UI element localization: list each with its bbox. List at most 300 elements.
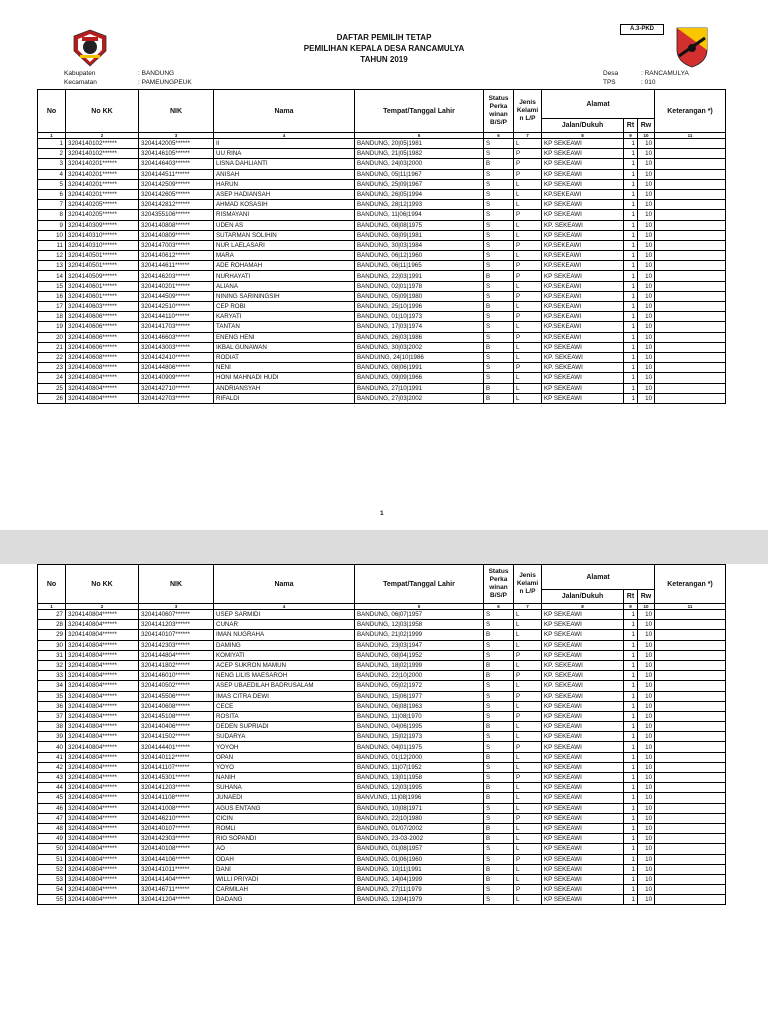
cell-nik: 3204140112****** <box>139 752 214 762</box>
tps-label: TPS <box>603 79 616 86</box>
column-number: 6 <box>484 604 514 610</box>
cell-jenis-kelamin: L <box>514 681 542 691</box>
cell-jalan: KP SEKEAWI <box>542 752 624 762</box>
cell-no-kk: 3204140606****** <box>66 342 139 352</box>
cell-status: S <box>484 803 514 813</box>
kecamatan-value: : PAMEUNGPEUK <box>138 79 192 86</box>
cell-ttl: BANDUNG, 21|05|1982 <box>355 149 484 159</box>
table-row <box>38 681 726 691</box>
cell-no: 45 <box>38 793 66 803</box>
cell-nama: CECE <box>214 701 355 711</box>
cell-rt: 1 <box>624 671 638 681</box>
cell-status: S <box>484 711 514 721</box>
cell-no-kk: 3204140804****** <box>66 650 139 660</box>
cell-keterangan <box>655 701 726 711</box>
cell-nik: 3204145108****** <box>139 711 214 721</box>
cell-no: 8 <box>38 210 66 220</box>
cell-status: S <box>484 773 514 783</box>
cell-status: S <box>484 681 514 691</box>
cell-no: 15 <box>38 281 66 291</box>
cell-nik: 3204140502****** <box>139 681 214 691</box>
cell-rw: 10 <box>638 732 655 742</box>
cell-rt: 1 <box>624 373 638 383</box>
cell-ttl: BANDUNG, 27|03|2002 <box>355 393 484 403</box>
cell-status: S <box>484 650 514 660</box>
table-row <box>38 200 726 210</box>
cell-jalan: KP SEKEAWI <box>542 393 624 403</box>
cell-jalan: KP SEKEAWI <box>542 630 624 640</box>
table-row <box>38 169 726 179</box>
cell-no: 2 <box>38 149 66 159</box>
cell-rw: 10 <box>638 342 655 352</box>
table-row <box>38 793 726 803</box>
cell-rw: 10 <box>638 895 655 905</box>
cell-rt: 1 <box>624 261 638 271</box>
cell-ttl: BANDUNG, 08|04|1952 <box>355 650 484 660</box>
table-row <box>38 732 726 742</box>
cell-ttl: BANDUNG, 05|02|1972 <box>355 681 484 691</box>
document-title <box>200 32 568 65</box>
table-row <box>38 220 726 230</box>
cell-no: 4 <box>38 169 66 179</box>
cell-no-kk: 3204140608****** <box>66 363 139 373</box>
cell-status: S <box>484 762 514 772</box>
cell-nama: DAMING <box>214 640 355 650</box>
cell-jenis-kelamin: P <box>514 332 542 342</box>
cell-keterangan <box>655 773 726 783</box>
cell-rt: 1 <box>624 332 638 342</box>
cell-status: S <box>484 363 514 373</box>
cell-jenis-kelamin: L <box>514 302 542 312</box>
header-ttl: Tempat/Tanggal Lahir <box>355 90 484 133</box>
cell-nik: 3204144611****** <box>139 261 214 271</box>
cell-no: 18 <box>38 312 66 322</box>
cell-ttl: BANDUNG, 05|11|1967 <box>355 169 484 179</box>
cell-nama: ANDRIANSYAH <box>214 383 355 393</box>
cell-jalan: KP SEKEAWI <box>542 885 624 895</box>
cell-jenis-kelamin: L <box>514 630 542 640</box>
header-alamat: Alamat <box>542 565 655 590</box>
cell-no-kk: 3204140804****** <box>66 834 139 844</box>
cell-nama: AO <box>214 844 355 854</box>
cell-jenis-kelamin: P <box>514 854 542 864</box>
cell-jalan: KP SEKEAWI <box>542 834 624 844</box>
cell-rw: 10 <box>638 363 655 373</box>
cell-jenis-kelamin: L <box>514 281 542 291</box>
cell-status: S <box>484 312 514 322</box>
cell-rw: 10 <box>638 220 655 230</box>
table-row <box>38 342 726 352</box>
cell-jalan: KP.SEKEAWI <box>542 302 624 312</box>
cell-status: B <box>484 793 514 803</box>
header-nama: Nama <box>214 565 355 604</box>
cell-rw: 10 <box>638 139 655 149</box>
cell-jalan: KP SEKEAWI <box>542 701 624 711</box>
cell-nik: 3204142303****** <box>139 834 214 844</box>
cell-jalan: KP SEKEAWI <box>542 874 624 884</box>
cell-jenis-kelamin: P <box>514 363 542 373</box>
kabupaten-value: : BANDUNG <box>138 70 175 77</box>
cell-ttl: BANDUNG, 01|06|1960 <box>355 854 484 864</box>
form-code: A.3-PKD <box>620 24 664 35</box>
cell-no-kk: 3204140804****** <box>66 660 139 670</box>
table-row <box>38 251 726 261</box>
cell-status: S <box>484 251 514 261</box>
cell-rt: 1 <box>624 722 638 732</box>
cell-rt: 1 <box>624 302 638 312</box>
cell-rw: 10 <box>638 874 655 884</box>
cell-rt: 1 <box>624 610 638 620</box>
cell-status: S <box>484 332 514 342</box>
cell-keterangan <box>655 210 726 220</box>
cell-keterangan <box>655 240 726 250</box>
header-no: No <box>38 90 66 133</box>
cell-ttl: BANDUNG, 06|07|1957 <box>355 610 484 620</box>
table-row <box>38 291 726 301</box>
cell-keterangan <box>655 251 726 261</box>
cell-ttl: BANDUNG, 27|11|1979 <box>355 885 484 895</box>
cell-nik: 3204142005****** <box>139 139 214 149</box>
cell-jenis-kelamin: P <box>514 240 542 250</box>
cell-rw: 10 <box>638 844 655 854</box>
table-row <box>38 271 726 281</box>
cell-jalan: KP SEKEAWI <box>542 803 624 813</box>
cell-rw: 10 <box>638 681 655 691</box>
cell-nama: NENG LILIS MAESAROH <box>214 671 355 681</box>
cell-nik: 3204140107****** <box>139 823 214 833</box>
cell-jenis-kelamin: L <box>514 610 542 620</box>
cell-no-kk: 3204140201****** <box>66 189 139 199</box>
cell-jenis-kelamin: L <box>514 322 542 332</box>
cell-nama: AGUS ENTANG <box>214 803 355 813</box>
cell-no: 12 <box>38 251 66 261</box>
cell-keterangan <box>655 650 726 660</box>
cell-rw: 10 <box>638 854 655 864</box>
cell-nik: 3204141802****** <box>139 660 214 670</box>
cell-keterangan <box>655 179 726 189</box>
cell-ttl: BANDUNG, 22|10|1980 <box>355 813 484 823</box>
cell-ttl: BANDUNG, 02|01|1978 <box>355 281 484 291</box>
cell-rw: 10 <box>638 200 655 210</box>
cell-nik: 3204146203****** <box>139 271 214 281</box>
cell-jenis-kelamin: L <box>514 895 542 905</box>
cell-no: 48 <box>38 823 66 833</box>
cell-keterangan <box>655 373 726 383</box>
cell-nik: 3204144106****** <box>139 854 214 864</box>
table-row <box>38 823 726 833</box>
cell-keterangan <box>655 813 726 823</box>
cell-no-kk: 3204140804****** <box>66 752 139 762</box>
table-row <box>38 671 726 681</box>
cell-nama: ROMLI <box>214 823 355 833</box>
cell-rw: 10 <box>638 834 655 844</box>
cell-nama: ANISAH <box>214 169 355 179</box>
cell-ttl: BANDUNG, 10|08|1971 <box>355 803 484 813</box>
cell-no-kk: 3204140804****** <box>66 610 139 620</box>
cell-jalan: KP SEKEAWI <box>542 773 624 783</box>
cell-jenis-kelamin: L <box>514 701 542 711</box>
tps-value: : 010 <box>641 79 656 86</box>
cell-jenis-kelamin: L <box>514 874 542 884</box>
cell-nik: 3204144804****** <box>139 650 214 660</box>
column-number: 7 <box>514 133 542 139</box>
cell-jenis-kelamin: P <box>514 650 542 660</box>
cell-no: 39 <box>38 732 66 742</box>
cell-status: S <box>484 322 514 332</box>
cell-rw: 10 <box>638 352 655 362</box>
cell-status: B <box>484 864 514 874</box>
cell-keterangan <box>655 220 726 230</box>
cell-rw: 10 <box>638 762 655 772</box>
cell-nama: ALIANA <box>214 281 355 291</box>
cell-status: S <box>484 885 514 895</box>
table-row <box>38 742 726 752</box>
cell-rw: 10 <box>638 803 655 813</box>
cell-nik: 3204141008****** <box>139 803 214 813</box>
cell-no: 34 <box>38 681 66 691</box>
cell-keterangan <box>655 281 726 291</box>
cell-no-kk: 3204140201****** <box>66 179 139 189</box>
cell-keterangan <box>655 874 726 884</box>
cell-ttl: BANDUNG, 22|03|1991 <box>355 271 484 281</box>
cell-rw: 10 <box>638 383 655 393</box>
page-separator <box>0 530 768 564</box>
table-row <box>38 650 726 660</box>
cell-status: S <box>484 179 514 189</box>
cell-jalan: KP SEKEAWI <box>542 895 624 905</box>
cell-jalan: KP. SEKEAWI <box>542 352 624 362</box>
cell-keterangan <box>655 671 726 681</box>
cell-nama: AHMAD KOSASIH <box>214 200 355 210</box>
cell-no: 9 <box>38 220 66 230</box>
cell-jalan: KP.SEKEAWI <box>542 240 624 250</box>
cell-no: 14 <box>38 271 66 281</box>
cell-ttl: BANDUNG, 17|03|1974 <box>355 322 484 332</box>
cell-rt: 1 <box>624 230 638 240</box>
cell-no: 41 <box>38 752 66 762</box>
cell-rw: 10 <box>638 773 655 783</box>
cell-ttl: BANDUNG, 15|06|1977 <box>355 691 484 701</box>
cell-nama: SUTARMAN SOLIHIN <box>214 230 355 240</box>
cell-status: S <box>484 149 514 159</box>
cell-status: S <box>484 691 514 701</box>
cell-rw: 10 <box>638 261 655 271</box>
cell-nama: RIFALDI <box>214 393 355 403</box>
cell-rw: 10 <box>638 823 655 833</box>
table-row <box>38 722 726 732</box>
cell-jenis-kelamin: L <box>514 342 542 352</box>
cell-jenis-kelamin: P <box>514 261 542 271</box>
cell-status: B <box>484 159 514 169</box>
column-number: 11 <box>655 133 726 139</box>
cell-nama: NENI <box>214 363 355 373</box>
cell-no-kk: 3204140501****** <box>66 251 139 261</box>
cell-ttl: BANDUNG, 12|03|1958 <box>355 620 484 630</box>
cell-no-kk: 3204140804****** <box>66 383 139 393</box>
cell-rw: 10 <box>638 660 655 670</box>
cell-rw: 10 <box>638 393 655 403</box>
cell-nama: DANI <box>214 864 355 874</box>
table-row <box>38 803 726 813</box>
cell-jalan: KP SEKEAWI <box>542 711 624 721</box>
cell-jalan: KP SEKEAWI <box>542 722 624 732</box>
cell-keterangan <box>655 691 726 701</box>
column-number: 4 <box>214 133 355 139</box>
cell-status: S <box>484 200 514 210</box>
cell-no-kk: 3204140804****** <box>66 722 139 732</box>
cell-nama: SUHANA <box>214 783 355 793</box>
cell-no: 30 <box>38 640 66 650</box>
cell-nik: 3204140808****** <box>139 220 214 230</box>
cell-ttl: BANDUNG, 30|03|1984 <box>355 240 484 250</box>
cell-nik: 3204142703****** <box>139 393 214 403</box>
cell-no: 28 <box>38 620 66 630</box>
cell-jalan: KP.SEKEAWI <box>542 281 624 291</box>
cell-jenis-kelamin: P <box>514 149 542 159</box>
table-row <box>38 332 726 342</box>
cell-nama: YOYO <box>214 762 355 772</box>
kabupaten-bandung-crest-icon <box>674 26 710 68</box>
cell-ttl: BANDUNG, 12|03|1995 <box>355 783 484 793</box>
cell-status: B <box>484 660 514 670</box>
cell-rt: 1 <box>624 854 638 864</box>
cell-rt: 1 <box>624 210 638 220</box>
page-number: 1 <box>380 510 384 517</box>
cell-jenis-kelamin: L <box>514 620 542 630</box>
cell-rt: 1 <box>624 240 638 250</box>
title-line-3: TAHUN 2019 <box>360 55 408 64</box>
cell-no-kk: 3204140804****** <box>66 783 139 793</box>
table-row <box>38 149 726 159</box>
header-alamat: Alamat <box>542 90 655 119</box>
cell-no: 7 <box>38 200 66 210</box>
cell-jenis-kelamin: L <box>514 834 542 844</box>
meta-left <box>64 69 192 87</box>
cell-nik: 3204144401****** <box>139 742 214 752</box>
column-number: 10 <box>638 133 655 139</box>
table-row <box>38 373 726 383</box>
cell-jalan: KP SEKEAWI <box>542 854 624 864</box>
cell-rt: 1 <box>624 393 638 403</box>
cell-ttl: BANDUNG, 12|04|1979 <box>355 895 484 905</box>
cell-keterangan <box>655 230 726 240</box>
cell-status: S <box>484 230 514 240</box>
cell-jenis-kelamin: P <box>514 169 542 179</box>
cell-keterangan <box>655 200 726 210</box>
cell-nik: 3204146403****** <box>139 159 214 169</box>
cell-nama: ODAH <box>214 854 355 864</box>
cell-rt: 1 <box>624 762 638 772</box>
cell-nama: IMAN NUGRAHA <box>214 630 355 640</box>
cell-status: S <box>484 220 514 230</box>
cell-rt: 1 <box>624 149 638 159</box>
cell-jalan: KP. SEKEAWI <box>542 363 624 373</box>
cell-no-kk: 3204140804****** <box>66 701 139 711</box>
cell-nik: 3204140909****** <box>139 373 214 383</box>
cell-jenis-kelamin: P <box>514 691 542 701</box>
cell-status: B <box>484 722 514 732</box>
cell-nik: 3204141203****** <box>139 620 214 630</box>
cell-jalan: KP.SEKEAWI <box>542 312 624 322</box>
cell-ttl: BANDUNG, 01|12|2000 <box>355 752 484 762</box>
cell-no: 11 <box>38 240 66 250</box>
column-number: 5 <box>355 604 484 610</box>
cell-jalan: KP. SEKEAWI <box>542 671 624 681</box>
cell-nama: KOMIYATI <box>214 650 355 660</box>
cell-jalan: KP SEKEAWI <box>542 139 624 149</box>
cell-nik: 3204144509****** <box>139 291 214 301</box>
cell-rw: 10 <box>638 793 655 803</box>
cell-no-kk: 3204140804****** <box>66 681 139 691</box>
cell-rt: 1 <box>624 312 638 322</box>
table-row <box>38 139 726 149</box>
cell-no-kk: 3204140804****** <box>66 895 139 905</box>
cell-ttl: BANDUNG, 25|09|1967 <box>355 179 484 189</box>
cell-keterangan <box>655 363 726 373</box>
cell-rt: 1 <box>624 793 638 803</box>
cell-ttl: BANDUNG, 08|06|1991 <box>355 363 484 373</box>
cell-jenis-kelamin: P <box>514 291 542 301</box>
cell-keterangan <box>655 895 726 905</box>
cell-ttl: BANDUNG, 28|12|1993 <box>355 200 484 210</box>
cell-nik: 3204355106****** <box>139 210 214 220</box>
cell-rw: 10 <box>638 783 655 793</box>
cell-jalan: KP. SEKEAWI <box>542 691 624 701</box>
cell-nik: 3204141404****** <box>139 874 214 884</box>
desa-label: Desa <box>603 70 619 77</box>
cell-rw: 10 <box>638 302 655 312</box>
cell-ttl: BANVUNG, 11|08|1996 <box>355 793 484 803</box>
cell-keterangan <box>655 189 726 199</box>
cell-status: S <box>484 854 514 864</box>
column-number: 9 <box>624 133 638 139</box>
cell-ttl: BANDUNG, 01/07/2002 <box>355 823 484 833</box>
cell-status: S <box>484 701 514 711</box>
cell-nik: 3204147003****** <box>139 240 214 250</box>
cell-status: S <box>484 620 514 630</box>
cell-rt: 1 <box>624 701 638 711</box>
cell-nama: DADANG <box>214 895 355 905</box>
cell-keterangan <box>655 322 726 332</box>
cell-nik: 3204141204****** <box>139 895 214 905</box>
cell-no-kk: 3204140606****** <box>66 332 139 342</box>
cell-nik: 3204140406****** <box>139 722 214 732</box>
cell-ttl: BANDUNG, 11|08|1970 <box>355 711 484 721</box>
cell-no-kk: 3204140804****** <box>66 864 139 874</box>
header-nik: NIK <box>139 90 214 133</box>
header-jenis-kelamin: Jenis Kelami n L/P <box>514 565 542 604</box>
table-row <box>38 620 726 630</box>
cell-rw: 10 <box>638 271 655 281</box>
cell-nama: ENENG HENI <box>214 332 355 342</box>
cell-no: 5 <box>38 179 66 189</box>
table-row <box>38 874 726 884</box>
cell-no-kk: 3204140804****** <box>66 793 139 803</box>
cell-rw: 10 <box>638 671 655 681</box>
cell-jalan: KP SEKEAWI <box>542 640 624 650</box>
cell-jenis-kelamin: P <box>514 813 542 823</box>
cell-jalan: KP SEKEAWI <box>542 169 624 179</box>
cell-ttl: BANDUNG, 08|09|1981 <box>355 230 484 240</box>
cell-rw: 10 <box>638 722 655 732</box>
table-row <box>38 813 726 823</box>
table-row <box>38 701 726 711</box>
cell-rt: 1 <box>624 691 638 701</box>
cell-no: 29 <box>38 630 66 640</box>
cell-no-kk: 3204140603****** <box>66 302 139 312</box>
cell-jalan: KP SEKEAWI <box>542 844 624 854</box>
cell-ttl: BANDUNG, 26|05|1994 <box>355 189 484 199</box>
